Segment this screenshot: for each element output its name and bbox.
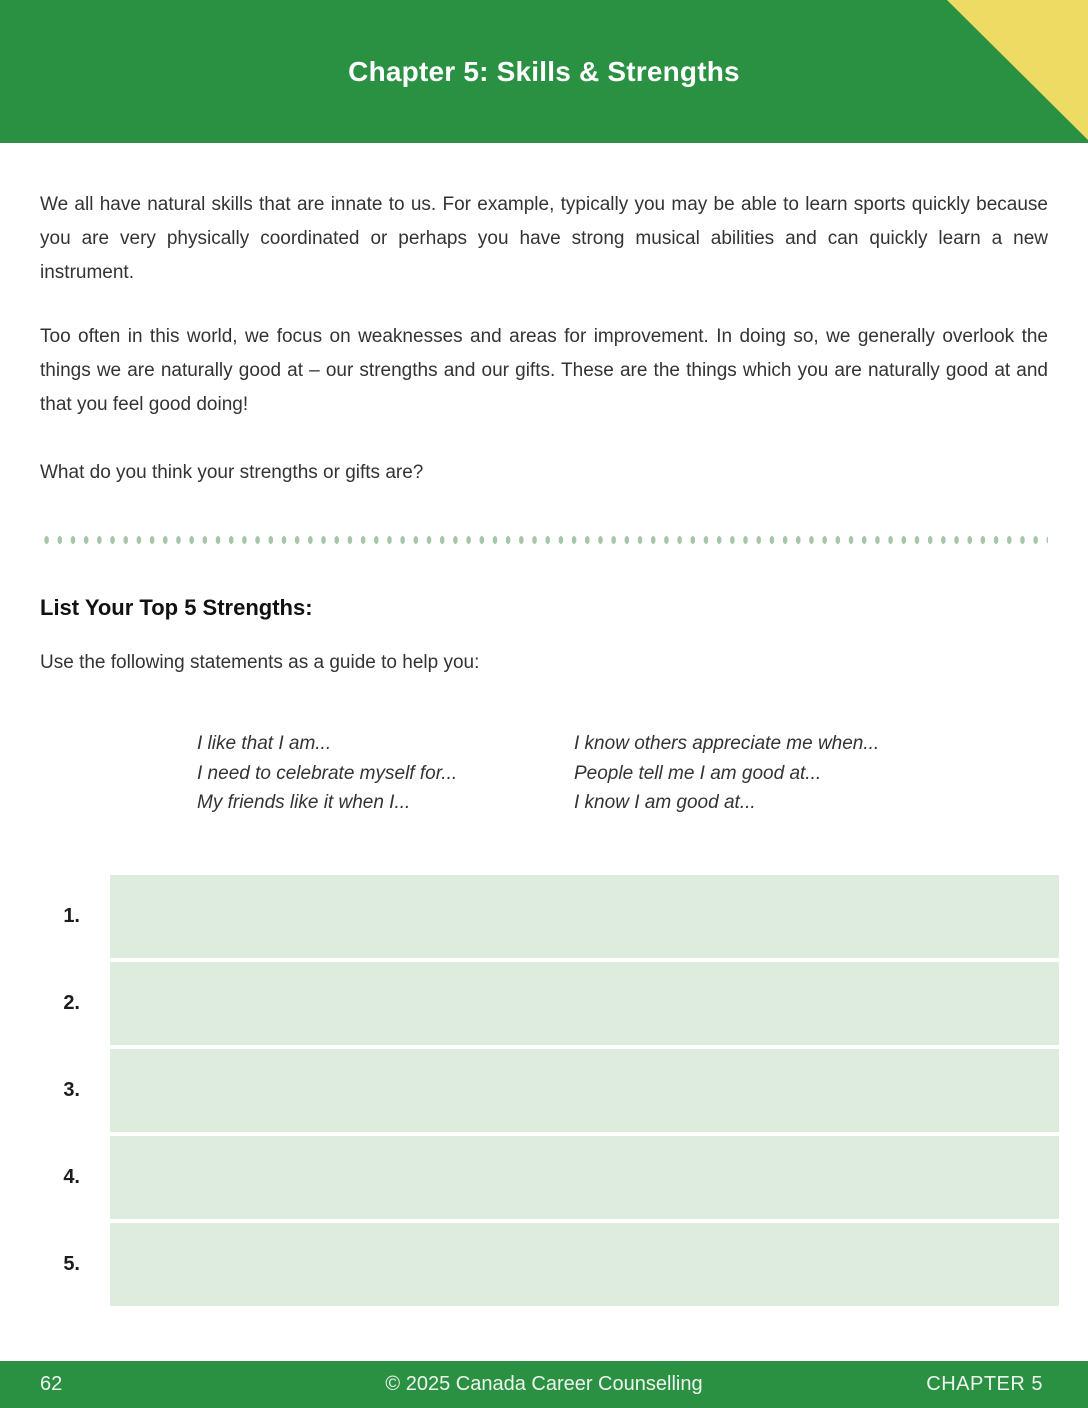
- page-content: [0, 188, 1088, 1306]
- guide-statement: My friends like it when I...: [197, 792, 411, 813]
- strength-row-2: [40, 962, 1048, 1045]
- page-number: 62: [40, 1373, 63, 1395]
- guide-statement: I like that I am...: [197, 733, 332, 754]
- guide-statements: [40, 729, 1048, 818]
- strength-row-3: [40, 1049, 1048, 1132]
- strength-input-5[interactable]: [110, 1223, 1059, 1306]
- question-paragraph: What do you think your strengths or gifts are?: [40, 462, 424, 483]
- guide-column-left: [197, 729, 574, 818]
- strength-row-1: [40, 875, 1048, 958]
- corner-accent-triangle: [947, 0, 1088, 140]
- strength-number-1: 1.: [63, 904, 80, 927]
- focus-paragraph: Too often in this world, we focus on weaknesses and areas for improvement. In doing so, we generally overlook the things we are naturally good at – our strengths and our gifts. These are the things which you are naturally good at and that you feel good doing!: [40, 326, 1048, 415]
- page-footer: [0, 1361, 1088, 1408]
- strength-number-4: 4.: [63, 1165, 80, 1188]
- strength-input-2[interactable]: [110, 962, 1059, 1045]
- guide-statement: I know others appreciate me when...: [574, 733, 880, 754]
- guide-statement: I need to celebrate myself for...: [197, 762, 458, 784]
- copyright-text: © 2025 Canada Career Counselling: [385, 1373, 703, 1395]
- strengths-list: [40, 875, 1048, 1306]
- instruction-text: Use the following statements as a guide to help you:: [40, 652, 480, 673]
- intro-paragraph: We all have natural skills that are innate to us. For example, typically you may be able to learn sports quickly because you are very physically coordinated or perhaps you have strong musical abilities and can quickly learn a new instrument.: [40, 194, 1048, 283]
- dotted-divider: [40, 535, 1048, 545]
- guide-statement: People tell me I am good at...: [574, 762, 822, 784]
- strength-number-3: 3.: [63, 1078, 80, 1101]
- strength-input-1[interactable]: [110, 875, 1059, 958]
- strength-row-5: [40, 1223, 1048, 1306]
- chapter-header: [0, 0, 1088, 143]
- strength-input-4[interactable]: [110, 1136, 1059, 1219]
- strength-number-5: 5.: [63, 1252, 80, 1275]
- page-title: Chapter 5: Skills & Strengths: [348, 55, 740, 87]
- strength-number-2: 2.: [63, 991, 80, 1014]
- section-heading: List Your Top 5 Strengths:: [40, 595, 313, 620]
- strength-input-3[interactable]: [110, 1049, 1059, 1132]
- guide-statement: I know I am good at...: [574, 792, 756, 813]
- chapter-label: CHAPTER 5: [926, 1373, 1043, 1395]
- strength-row-4: [40, 1136, 1048, 1219]
- guide-column-right: [574, 729, 879, 818]
